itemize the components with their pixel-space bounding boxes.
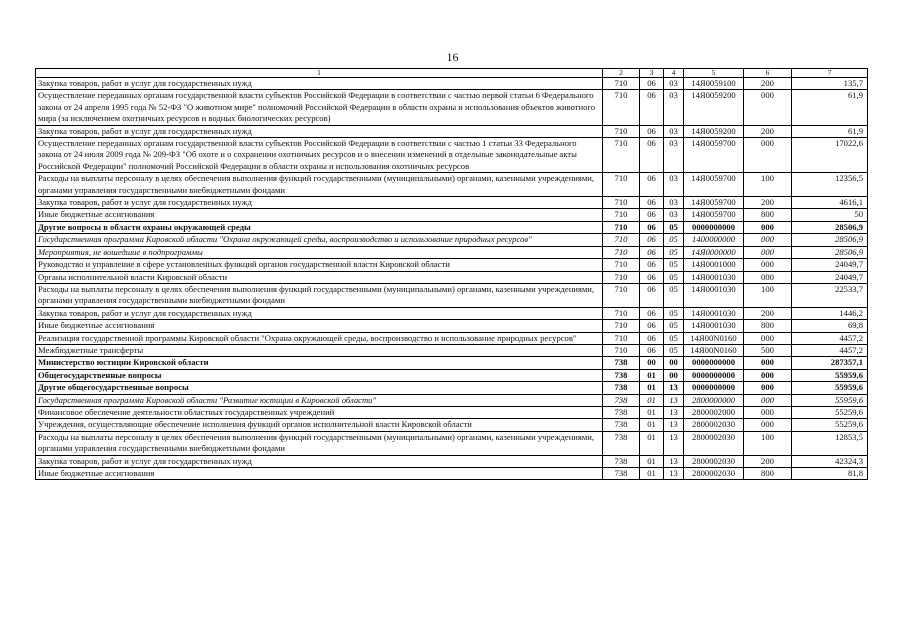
cell-amount: 22533,7 <box>792 283 868 307</box>
cell-ministry-code: 710 <box>603 320 640 332</box>
cell-subsection: 03 <box>664 209 684 221</box>
cell-ministry-code: 738 <box>603 468 640 480</box>
cell-subsection: 03 <box>664 138 684 173</box>
cell-name: Расходы на выплаты персоналу в целях обеспечения выполнения функций государственными (муниципальными) органами, казенными учреждениями, органами управления государственными внебюджетными фондами <box>36 173 603 197</box>
table-row <box>36 221 868 233</box>
cell-expense-type: 000 <box>744 246 792 258</box>
cell-section: 06 <box>640 344 664 356</box>
header-cell: 6 <box>744 69 792 78</box>
cell-expense-type: 500 <box>744 344 792 356</box>
cell-ministry-code: 738 <box>603 382 640 394</box>
cell-section: 06 <box>640 125 664 137</box>
cell-target-article: 14Я0059700 <box>684 138 744 173</box>
cell-section: 00 <box>640 357 664 369</box>
cell-amount: 28506,9 <box>792 221 868 233</box>
cell-ministry-code: 738 <box>603 406 640 418</box>
table-row <box>36 394 868 406</box>
cell-ministry-code: 738 <box>603 455 640 467</box>
cell-target-article: 14Я00N0160 <box>684 332 744 344</box>
cell-subsection: 03 <box>664 125 684 137</box>
cell-section: 06 <box>640 138 664 173</box>
cell-amount: 61,9 <box>792 90 868 125</box>
cell-amount: 55259,6 <box>792 419 868 431</box>
cell-name: Межбюджетные трансферты <box>36 344 603 356</box>
cell-amount: 24049,7 <box>792 271 868 283</box>
cell-subsection: 03 <box>664 78 684 90</box>
cell-ministry-code: 710 <box>603 344 640 356</box>
cell-section: 06 <box>640 246 664 258</box>
cell-target-article: 2800002030 <box>684 468 744 480</box>
cell-subsection: 05 <box>664 283 684 307</box>
cell-expense-type: 200 <box>744 78 792 90</box>
cell-target-article: 14Я0001000 <box>684 259 744 271</box>
cell-target-article: 14Я0059700 <box>684 197 744 209</box>
cell-target-article: 0000000000 <box>684 221 744 233</box>
cell-name: Закупка товаров, работ и услуг для государственных нужд <box>36 78 603 90</box>
cell-ministry-code: 710 <box>603 197 640 209</box>
cell-ministry-code: 710 <box>603 234 640 246</box>
cell-section: 01 <box>640 455 664 467</box>
cell-target-article: 0000000000 <box>684 382 744 394</box>
cell-ministry-code: 710 <box>603 90 640 125</box>
cell-section: 06 <box>640 197 664 209</box>
table-row <box>36 259 868 271</box>
cell-target-article: 0000000000 <box>684 369 744 381</box>
cell-ministry-code: 710 <box>603 173 640 197</box>
cell-amount: 28506,9 <box>792 246 868 258</box>
table-row <box>36 125 868 137</box>
table-row <box>36 271 868 283</box>
cell-amount: 50 <box>792 209 868 221</box>
cell-ministry-code: 710 <box>603 259 640 271</box>
cell-target-article: 14Я0001030 <box>684 271 744 283</box>
cell-amount: 55959,6 <box>792 394 868 406</box>
cell-amount: 81,8 <box>792 468 868 480</box>
cell-subsection: 13 <box>664 468 684 480</box>
cell-name: Закупка товаров, работ и услуг для государственных нужд <box>36 125 603 137</box>
cell-name: Расходы на выплаты персоналу в целях обеспечения выполнения функций государственными (муниципальными) органами, казенными учреждениями, органами управления государственными внебюджетными фондами <box>36 283 603 307</box>
cell-ministry-code: 710 <box>603 332 640 344</box>
cell-expense-type: 000 <box>744 259 792 271</box>
cell-section: 06 <box>640 320 664 332</box>
cell-expense-type: 800 <box>744 209 792 221</box>
cell-amount: 1446,2 <box>792 307 868 319</box>
cell-expense-type: 000 <box>744 221 792 233</box>
cell-section: 01 <box>640 406 664 418</box>
cell-section: 01 <box>640 394 664 406</box>
table-row <box>36 90 868 125</box>
cell-subsection: 13 <box>664 382 684 394</box>
cell-expense-type: 200 <box>744 455 792 467</box>
cell-expense-type: 000 <box>744 406 792 418</box>
cell-subsection: 05 <box>664 246 684 258</box>
cell-ministry-code: 710 <box>603 246 640 258</box>
table-row <box>36 431 868 455</box>
cell-name: Реализация государственной программы Кировской области "Охрана окружающей среды, воспроизводство и использование природных ресурсов" <box>36 332 603 344</box>
cell-amount: 287357,1 <box>792 357 868 369</box>
cell-name: Закупка товаров, работ и услуг для государственных нужд <box>36 197 603 209</box>
cell-expense-type: 800 <box>744 320 792 332</box>
cell-target-article: 2800002000 <box>684 406 744 418</box>
cell-name: Осуществление переданных органам государственной власти субъектов Российской Федерации в соответствии с частью 1 статьи 33 Федерального закона от 24 июля 2009 года № 209-ФЗ "Об охоте и о сохранении охотничьих ресурсов и о внесении изменений в отдельные законодательные акты Российской Федерации" полномочий Российской Федерации в области охраны и использования охотничьих ресурсов <box>36 138 603 173</box>
cell-subsection: 03 <box>664 173 684 197</box>
cell-ministry-code: 738 <box>603 419 640 431</box>
cell-section: 06 <box>640 173 664 197</box>
cell-target-article: 14Я00N0160 <box>684 344 744 356</box>
cell-subsection: 05 <box>664 234 684 246</box>
header-cell: 2 <box>603 69 640 78</box>
cell-amount: 17022,6 <box>792 138 868 173</box>
cell-section: 06 <box>640 271 664 283</box>
cell-expense-type: 000 <box>744 357 792 369</box>
cell-subsection: 13 <box>664 431 684 455</box>
cell-subsection: 03 <box>664 90 684 125</box>
table-row <box>36 320 868 332</box>
cell-amount: 4457,2 <box>792 344 868 356</box>
cell-expense-type: 000 <box>744 419 792 431</box>
cell-section: 06 <box>640 259 664 271</box>
table-row <box>36 455 868 467</box>
cell-amount: 4616,1 <box>792 197 868 209</box>
cell-name: Другие общегосударственные вопросы <box>36 382 603 394</box>
cell-subsection: 05 <box>664 259 684 271</box>
cell-target-article: 14Я0001030 <box>684 307 744 319</box>
cell-expense-type: 000 <box>744 332 792 344</box>
cell-amount: 24049,7 <box>792 259 868 271</box>
cell-expense-type: 100 <box>744 173 792 197</box>
cell-expense-type: 100 <box>744 431 792 455</box>
cell-target-article: 14Я0001030 <box>684 283 744 307</box>
cell-name: Иные бюджетные ассигнования <box>36 320 603 332</box>
cell-amount: 135,7 <box>792 78 868 90</box>
cell-subsection: 05 <box>664 221 684 233</box>
table-row <box>36 332 868 344</box>
cell-subsection: 00 <box>664 369 684 381</box>
cell-name: Органы исполнительной власти Кировской области <box>36 271 603 283</box>
table-row <box>36 406 868 418</box>
table-row <box>36 234 868 246</box>
cell-ministry-code: 710 <box>603 125 640 137</box>
table-header-row <box>36 69 868 78</box>
cell-section: 06 <box>640 332 664 344</box>
cell-expense-type: 000 <box>744 394 792 406</box>
cell-section: 06 <box>640 221 664 233</box>
table-row <box>36 344 868 356</box>
cell-name: Иные бюджетные ассигнования <box>36 209 603 221</box>
cell-ministry-code: 710 <box>603 307 640 319</box>
cell-amount: 69,8 <box>792 320 868 332</box>
cell-target-article: 14Я0059100 <box>684 78 744 90</box>
page-number: 16 <box>446 50 459 64</box>
cell-target-article: 0000000000 <box>684 357 744 369</box>
cell-ministry-code: 710 <box>603 283 640 307</box>
cell-name: Государственная программа Кировской области "Охрана окружающей среды, воспроизводство и использование природных ресурсов" <box>36 234 603 246</box>
cell-expense-type: 000 <box>744 234 792 246</box>
cell-subsection: 13 <box>664 394 684 406</box>
cell-target-article: 2800002030 <box>684 419 744 431</box>
cell-amount: 55259,6 <box>792 406 868 418</box>
cell-amount: 61,9 <box>792 125 868 137</box>
cell-amount: 55959,6 <box>792 382 868 394</box>
cell-section: 06 <box>640 78 664 90</box>
cell-name: Расходы на выплаты персоналу в целях обеспечения выполнения функций государственными (муниципальными) органами, казенными учреждениями, органами управления государственными внебюджетными фондами <box>36 431 603 455</box>
header-cell: 3 <box>640 69 664 78</box>
cell-target-article: 14Я0059200 <box>684 90 744 125</box>
table-row <box>36 209 868 221</box>
cell-expense-type: 200 <box>744 125 792 137</box>
cell-section: 01 <box>640 419 664 431</box>
cell-ministry-code: 710 <box>603 271 640 283</box>
cell-target-article: 2800002030 <box>684 431 744 455</box>
cell-amount: 28506,9 <box>792 234 868 246</box>
cell-ministry-code: 710 <box>603 78 640 90</box>
table-row <box>36 369 868 381</box>
cell-target-article: 14Я0059700 <box>684 209 744 221</box>
cell-target-article: 14Я0001030 <box>684 320 744 332</box>
cell-subsection: 13 <box>664 455 684 467</box>
cell-target-article: 2800000000 <box>684 394 744 406</box>
cell-name: Министерство юстиции Кировской области <box>36 357 603 369</box>
cell-section: 06 <box>640 234 664 246</box>
cell-name: Учреждения, осуществляющие обеспечение исполнения функций органов исполнительной власти Кировской области <box>36 419 603 431</box>
cell-name: Иные бюджетные ассигнования <box>36 468 603 480</box>
cell-ministry-code: 710 <box>603 209 640 221</box>
cell-ministry-code: 738 <box>603 357 640 369</box>
table-row <box>36 357 868 369</box>
table-row <box>36 138 868 173</box>
table-row <box>36 283 868 307</box>
cell-expense-type: 000 <box>744 369 792 381</box>
table-row <box>36 419 868 431</box>
table-row <box>36 382 868 394</box>
cell-expense-type: 800 <box>744 468 792 480</box>
cell-name: Финансовое обеспечение деятельности областных государственных учреждений <box>36 406 603 418</box>
table-body <box>36 78 868 480</box>
cell-subsection: 13 <box>664 419 684 431</box>
table-row <box>36 307 868 319</box>
cell-name: Осуществление переданных органам государственной власти субъектов Российской Федерации в соответствии с частью первой статьи 6 Федерального закона от 24 апреля 1995 года № 52-ФЗ "О животном мире" полномочий Российской Федерации в области охраны и использования объектов животного мира (за исключением охотничьих ресурсов и водных биологических ресурсов) <box>36 90 603 125</box>
table-row <box>36 78 868 90</box>
cell-amount: 42324,3 <box>792 455 868 467</box>
cell-subsection: 13 <box>664 406 684 418</box>
cell-name: Закупка товаров, работ и услуг для государственных нужд <box>36 307 603 319</box>
cell-name: Руководство и управление в сфере установленных функций органов государственной власти Кировской области <box>36 259 603 271</box>
cell-subsection: 03 <box>664 197 684 209</box>
cell-amount: 4457,2 <box>792 332 868 344</box>
cell-section: 01 <box>640 382 664 394</box>
table-row <box>36 173 868 197</box>
cell-name: Государственная программа Кировской области "Развитие юстиции в Кировской области" <box>36 394 603 406</box>
cell-target-article: 2800002030 <box>684 455 744 467</box>
cell-name: Другие вопросы в области охраны окружающей среды <box>36 221 603 233</box>
cell-amount: 12853,5 <box>792 431 868 455</box>
cell-section: 06 <box>640 283 664 307</box>
cell-expense-type: 000 <box>744 138 792 173</box>
cell-section: 01 <box>640 431 664 455</box>
cell-expense-type: 100 <box>744 283 792 307</box>
cell-subsection: 05 <box>664 332 684 344</box>
cell-target-article: 14Я0059700 <box>684 173 744 197</box>
table-row <box>36 246 868 258</box>
cell-ministry-code: 738 <box>603 369 640 381</box>
table-row <box>36 468 868 480</box>
cell-name: Закупка товаров, работ и услуг для государственных нужд <box>36 455 603 467</box>
header-cell: 4 <box>664 69 684 78</box>
header-cell: 1 <box>36 69 603 78</box>
cell-subsection: 05 <box>664 307 684 319</box>
cell-expense-type: 000 <box>744 271 792 283</box>
cell-subsection: 05 <box>664 320 684 332</box>
cell-target-article: 14Я0059200 <box>684 125 744 137</box>
cell-ministry-code: 710 <box>603 138 640 173</box>
cell-section: 06 <box>640 307 664 319</box>
cell-subsection: 05 <box>664 271 684 283</box>
cell-expense-type: 200 <box>744 197 792 209</box>
cell-name: Мероприятия, не вошедшие в подпрограммы <box>36 246 603 258</box>
cell-section: 06 <box>640 90 664 125</box>
table-row <box>36 197 868 209</box>
cell-expense-type: 000 <box>744 382 792 394</box>
cell-ministry-code: 738 <box>603 431 640 455</box>
cell-ministry-code: 738 <box>603 394 640 406</box>
header-cell: 7 <box>792 69 868 78</box>
cell-section: 06 <box>640 209 664 221</box>
header-cell: 5 <box>684 69 744 78</box>
cell-amount: 55959,6 <box>792 369 868 381</box>
cell-section: 01 <box>640 468 664 480</box>
cell-name: Общегосударственные вопросы <box>36 369 603 381</box>
cell-amount: 12356,5 <box>792 173 868 197</box>
cell-subsection: 05 <box>664 344 684 356</box>
cell-expense-type: 000 <box>744 90 792 125</box>
cell-target-article: 14Я0000000 <box>684 246 744 258</box>
budget-table <box>35 68 868 480</box>
cell-expense-type: 200 <box>744 307 792 319</box>
cell-target-article: 1400000000 <box>684 234 744 246</box>
cell-ministry-code: 710 <box>603 221 640 233</box>
cell-subsection: 00 <box>664 357 684 369</box>
cell-section: 01 <box>640 369 664 381</box>
